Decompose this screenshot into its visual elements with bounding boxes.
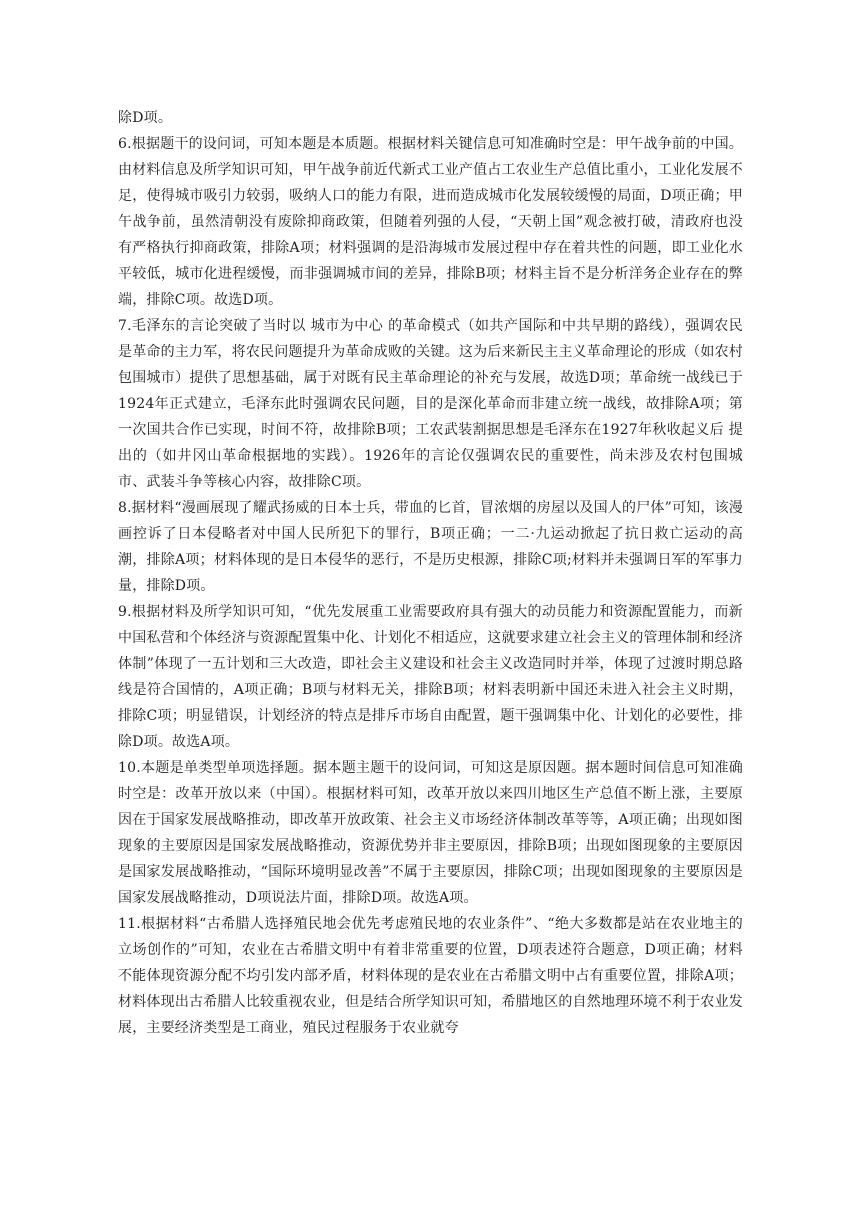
answer-explanations [118,105,743,1041]
paragraph-continuation: 除D项。 [118,110,173,126]
paragraph-q10: 10.本题是单类型单项选择题。据本题主题干的设问词，可知这是原因题。据本题时间信息可知准确时空是：改革开放以来（中国）。根据材料可知，改革开放以来四川地区生产总值不断上涨，主要原因在于国家发展战略推动，即改革开放政策、社会主义市场经济体制改革等等，A项正确；出现如图现象的主要原因是国家发展战略推动，资源优势并非主要原因，排除B项；出现如图现象的主要原因是国家发展战略推动，“国际环境明显改善”不属于主要原因，排除C项；出现如图现象的主要原因是国家发展战略推动，D项说法片面，排除D项。故选A项。 [118,760,743,906]
paragraph-q11: 11.根据材料“古希腊人选择殖民地会优先考虑殖民地的农业条件”、“绝大多数都是站在农业地主的立场创作的”可知，农业在古希腊文明中有着非常重要的位置，D项表述符合题意，D项正确；材料不能体现资源分配不均引发内部矛盾，材料体现的是农业在古希腊文明中占有重要位置，排除A项；材料体现出古希腊人比较重视农业，但是结合所学知识可知，希腊地区的自然地理环境不利于农业发展，主要经济类型是工商业，殖民过程服务于农业就夸 [118,916,743,1036]
paragraph-q7: 7.毛泽东的言论突破了当时以 城市为中心 的革命模式（如共产国际和中共早期的路线），强调农民是革命的主力军，将农民问题提升为革命成败的关键。这为后来新民主主义革命理论的形成（如农村包围城市）提供了思想基础，属于对既有民主革命理论的补充与发展，故选D项；革命统一战线已于1924年正式建立，毛泽东此时强调农民问题，目的是深化革命而非建立统一战线，故排除A项；第一次国共合作已实现，时间不符，故排除B项；工农武装割据思想是毛泽东在1927年秋收起义后 提出的（如井冈山革命根据地的实践）。1926年的言论仅强调农民的重要性，尚未涉及农村包围城市、武装斗争等核心内容，故排除C项。 [118,318,743,490]
paragraph-q9: 9.根据材料及所学知识可知，“优先发展重工业需要政府具有强大的动员能力和资源配置能力，而新中国私营和个体经济与资源配置集中化、计划化不相适应，这就要求建立社会主义的管理体制和经济体制”体现了一五计划和三大改造，即社会主义建设和社会主义改造同时并举，体现了过渡时期总路线是符合国情的，A项正确；B项与材料无关，排除B项；材料表明新中国还未进入社会主义时期，排除C项；明显错误，计划经济的特点是排斥市场自由配置，题干强调集中化、计划化的必要性，排除D项。故选A项。 [118,604,743,750]
paragraph-q6: 6.根据题干的设问词，可知本题是本质题。根据材料关键信息可知准确时空是：甲午战争前的中国。由材料信息及所学知识可知，甲午战争前近代新式工业产值占工农业生产总值比重小，工业化发展不足，使得城市吸引力较弱，吸纳人口的能力有限，进而造成城市化发展较缓慢的局面，D项正确；甲午战争前，虽然清朝没有废除抑商政策，但随着列强的人侵，“天朝上国”观念被打破，清政府也没有严格执行抑商政策，排除A项；材料强调的是沿海城市发展过程中存在着共性的问题，即工业化水平较低，城市化进程缓慢，而非强调城市间的差异，排除B项；材料主旨不是分析洋务企业存在的弊端，排除C项。故选D项。 [118,136,743,308]
paragraph-q8: 8.据材料“漫画展现了耀武扬威的日本士兵，带血的匕首，冒浓烟的房屋以及国人的尸体”可知，该漫画控诉了日本侵略者对中国人民所犯下的罪行，B项正确；一二·九运动掀起了抗日救亡运动的高潮，排除A项；材料体现的是日本侵华的恶行，不是历史根源，排除C项;材料并未强调日军的军事力量，排除D项。 [118,500,743,594]
